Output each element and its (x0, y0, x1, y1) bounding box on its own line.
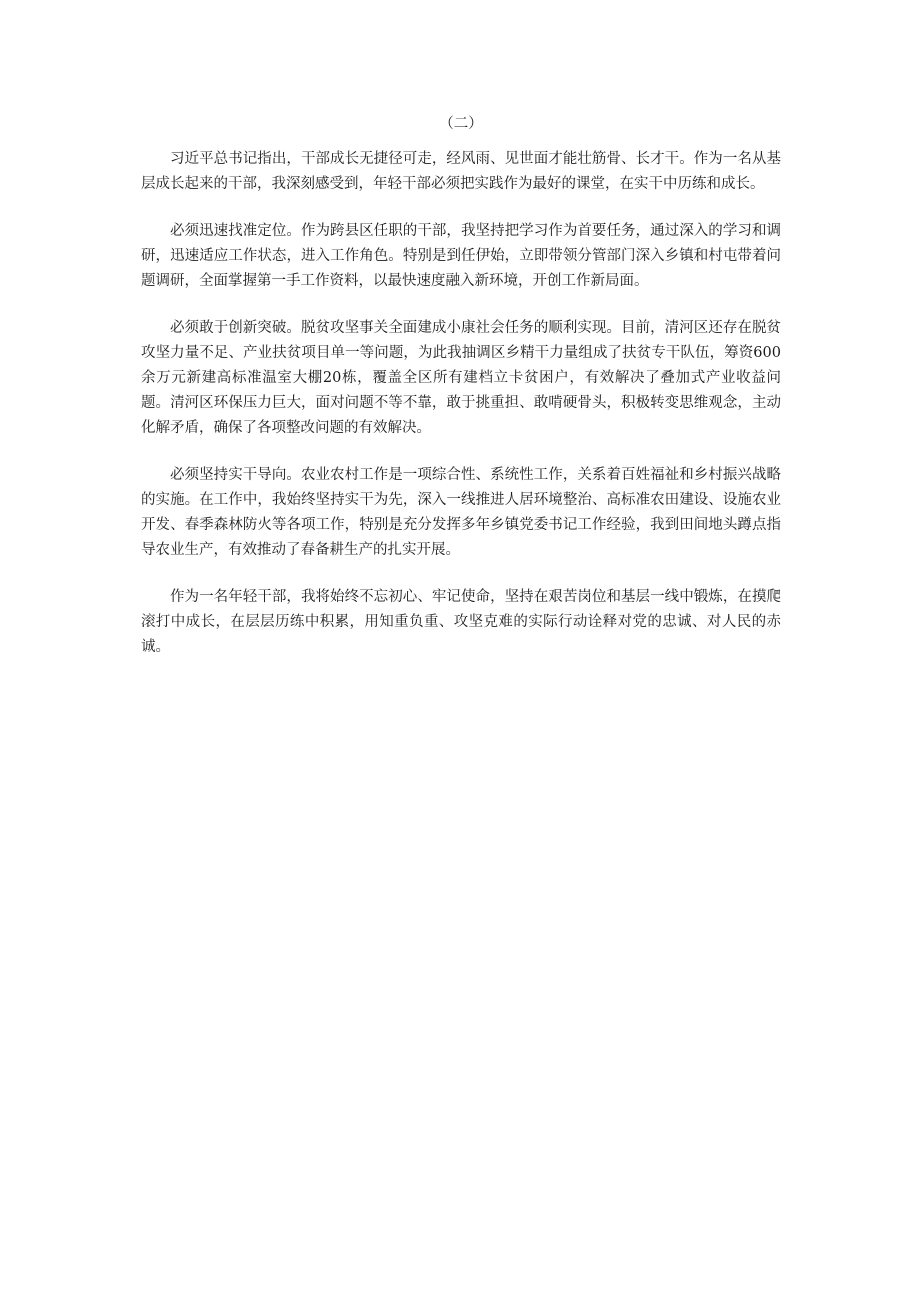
paragraph-practice: 必须坚持实干导向。农业农村工作是一项综合性、系统性工作，关系着百姓福祉和乡村振兴战略的实施。在工作中，我始终坚持实干为先，深入一线推进人居环境整治、高标准农田建设、设施农业开发、春季森林防火等各项工作，特别是充分发挥多年乡镇党委书记工作经验，我到田间地头蹲点指导农业生产，有效推动了春备耕生产的扎实开展。 (141, 467, 781, 558)
paragraph-positioning: 必须迅速找准定位。作为跨县区任职的干部，我坚持把学习作为首要任务，通过深入的学习和调研，迅速适应工作状态，进入工作角色。特别是到任伊始，立即带领分管部门深入乡镇和村屯带着问题调研，全面掌握第一手工作资料，以最快速度融入新环境，开创工作新局面。 (141, 223, 781, 289)
paragraph-conclusion: 作为一名年轻干部，我将始终不忘初心、牢记使命，坚持在艰苦岗位和基层一线中锻炼，在摸爬滚打中成长，在层层历练中积累，用知重负重、攻坚克难的实际行动诠释对党的忠诚、对人民的赤诚。 (141, 589, 781, 655)
paragraph-innovation: 必须敢于创新突破。脱贫攻坚事关全面建成小康社会任务的顺利实现。目前，清河区还存在脱贫攻坚力量不足、产业扶贫项目单一等问题，为此我抽调区乡精干力量组成了扶贫专干队伍，筹资600余万元新建高标准温室大棚20栋，覆盖全区所有建档立卡贫困户，有效解决了叠加式产业收益问题。清河区环保压力巨大，面对问题不等不靠，敢于挑重担、敢啃硬骨头，积极转变思维观念，主动化解矛盾，确保了各项整改问题的有效解决。 (141, 320, 781, 436)
section-heading: （二） (439, 116, 483, 132)
document-body (141, 112, 781, 682)
paragraph-intro: 习近平总书记指出，干部成长无捷径可走，经风雨、见世面才能壮筋骨、长才干。作为一名从基层成长起来的干部，我深刻感受到，年轻干部必须把实践作为最好的课堂，在实干中历练和成长。 (141, 151, 781, 192)
